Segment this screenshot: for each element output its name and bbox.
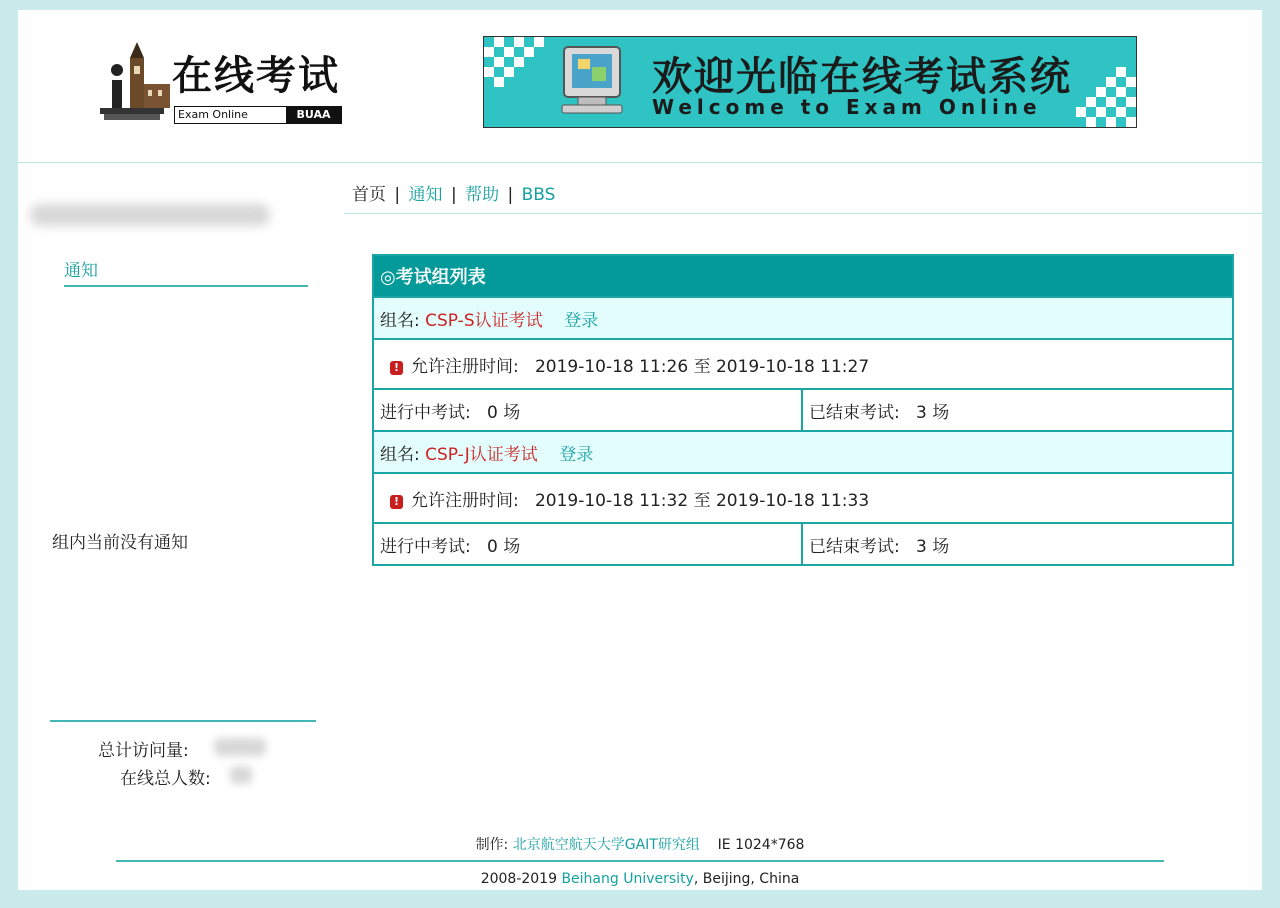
table-row [373,339,1233,389]
exam-group-table [372,254,1234,566]
site-logo[interactable] [100,40,350,132]
register-time-label: 允许注册时间: [411,356,519,377]
total-visits-label: 总计访问量: [98,741,189,761]
table-title: ◎考试组列表 [373,255,1233,297]
warning-icon: ! [390,361,403,375]
finished-count: 3 [915,536,927,557]
table-row [373,473,1233,523]
footer-divider [116,860,1164,862]
welcome-banner [483,36,1137,128]
group-label: 组名: [380,444,420,465]
group-name: CSP-S认证考试 [425,310,543,331]
finished-label: 已结束考试: [809,402,900,423]
ongoing-label: 进行中考试: [380,402,471,423]
banner-subtitle: Welcome to Exam Online [652,95,1042,119]
unit: 场 [932,402,950,423]
unit: 场 [932,536,950,557]
copyright-years: 2008-2019 [480,871,557,887]
university-link[interactable]: Beihang University [561,871,694,887]
computer-monitor-icon [558,45,626,117]
notice-heading[interactable]: 通知 [64,256,308,287]
logo-subtitle-left: Exam Online [178,108,248,121]
total-visits-redacted [214,738,266,756]
logo-title: 在线考试 [172,52,340,99]
login-link[interactable]: 登录 [559,444,594,465]
nav-help[interactable]: 帮助 [465,185,500,205]
table-row [373,297,1233,339]
register-end: 2019-10-18 11:33 [715,490,870,511]
register-start: 2019-10-18 11:26 [534,356,689,377]
register-time-label: 允许注册时间: [411,490,519,511]
footer-copyright [18,871,1262,887]
footer-credits [18,834,1262,854]
table-row [373,389,1233,431]
table-row [373,431,1233,473]
login-link[interactable]: 登录 [564,310,599,331]
group-name: CSP-J认证考试 [425,444,538,465]
ongoing-count: 0 [486,402,498,423]
nav-separator: | [450,185,457,205]
online-users-redacted [230,766,252,784]
user-name-redacted [30,204,270,226]
ongoing-count: 0 [486,536,498,557]
table-title-row [373,255,1233,297]
sidebar-divider [50,720,316,722]
nav-divider [344,213,1262,214]
banner-title: 欢迎光临在线考试系统 [652,54,1072,100]
nav-separator: | [507,185,514,205]
gait-group-link[interactable]: 北京航空航天大学GAIT研究组 [512,837,700,853]
finished-label: 已结束考试: [809,536,900,557]
no-notice-message: 组内当前没有通知 [52,533,188,553]
logo-subtitle-right: BUAA [286,107,341,123]
to-word: 至 [693,490,711,511]
nav-separator: | [394,185,401,205]
location-text: , Beijing, China [693,871,800,887]
ie-note: IE 1024*768 [717,837,805,853]
group-label: 组名: [380,310,420,331]
online-users-label: 在线总人数: [120,769,211,789]
nav-home[interactable]: 首页 [352,185,386,205]
nav-bbs[interactable]: BBS [521,185,556,205]
warning-icon: ! [390,495,403,509]
register-end: 2019-10-18 11:27 [715,356,870,377]
logo-subtitle [174,106,342,124]
unit: 场 [503,536,521,557]
top-nav [352,180,555,205]
header-divider [18,162,1262,163]
unit: 场 [503,402,521,423]
made-by-label: 制作: [475,837,509,853]
building-icon [100,40,170,126]
register-start: 2019-10-18 11:32 [534,490,689,511]
table-row [373,523,1233,565]
finished-count: 3 [915,402,927,423]
page-container [18,10,1262,890]
ongoing-label: 进行中考试: [380,536,471,557]
to-word: 至 [693,356,711,377]
nav-notice[interactable]: 通知 [408,185,443,205]
